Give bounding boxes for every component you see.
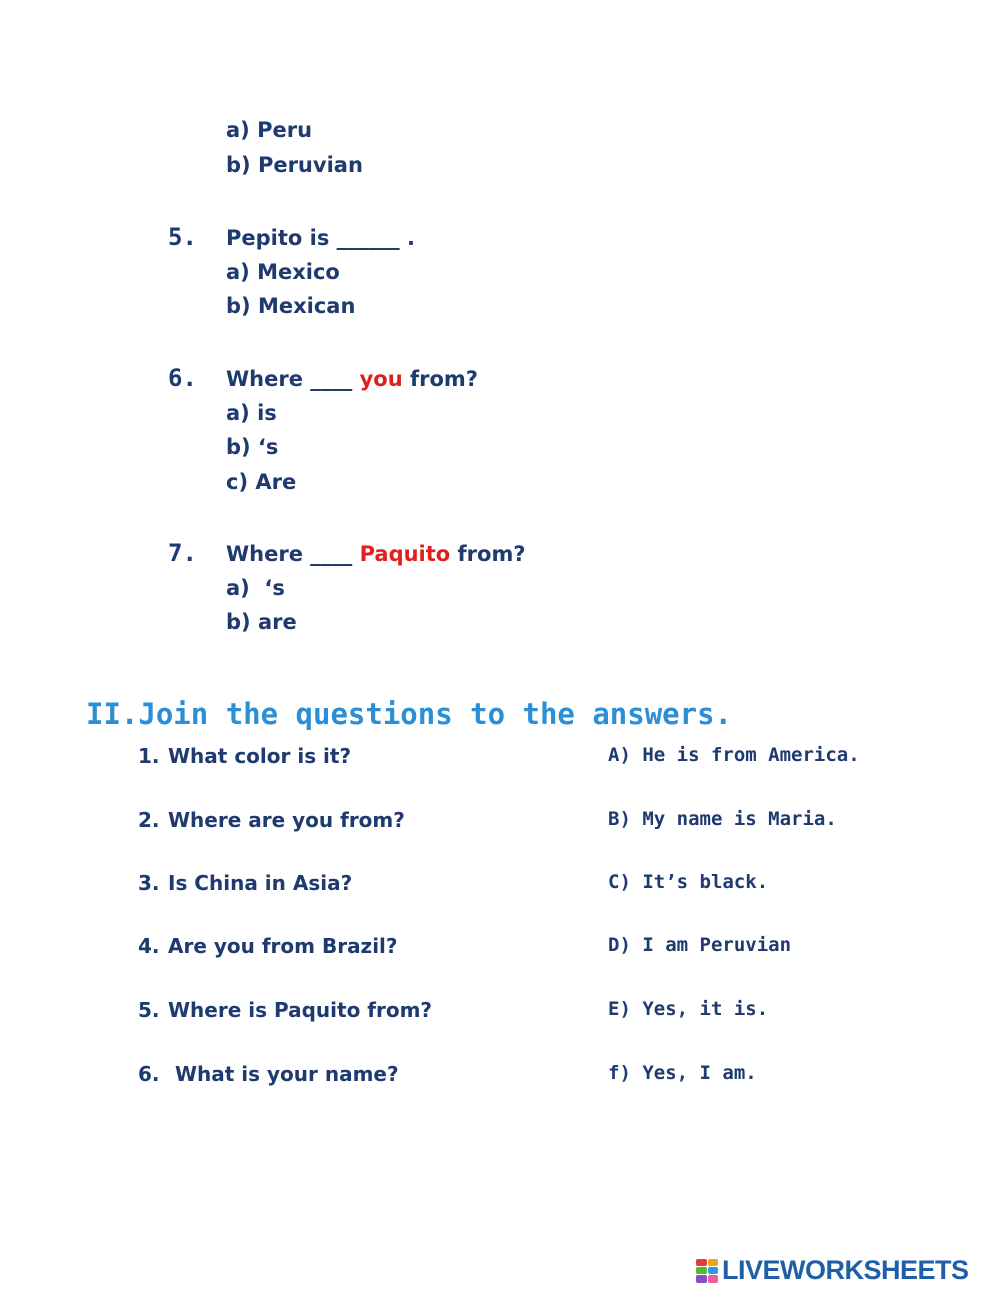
q6-text-pre: Where ____ [226,367,360,391]
match-question-number: 5. [138,998,160,1022]
q5-number: 5. [168,223,197,251]
section-title: Join the questions to the answers. [138,697,733,731]
match-question [138,1062,399,1086]
match-question-text: What color is it? [168,744,352,768]
match-question-text: Where are you from? [168,808,405,832]
match-question-text: What is your name? [168,1062,399,1086]
match-answer: A) He is from America. [608,744,860,766]
q7-option-a: a) ‘s [226,576,285,600]
q6-text-post: from? [402,367,478,391]
logo-grid-icon [696,1259,718,1283]
q7-text-pre: Where ____ [226,542,360,566]
match-question-text: Are you from Brazil? [168,934,398,958]
match-question-number: 2. [138,808,160,832]
match-question-number: 3. [138,871,160,895]
q6-text [226,367,478,391]
match-answer: C) It’s black. [608,871,769,893]
section-heading [86,697,732,731]
section-numeral: II. [86,697,139,731]
q4-option-a: a) Peru [226,118,313,142]
match-answer: D) I am Peruvian [608,934,792,956]
q7-text [226,542,526,566]
match-question-text: Is China in Asia? [168,871,353,895]
match-answer: f) Yes, I am. [608,1062,757,1084]
match-question-number: 4. [138,934,160,958]
match-question-number: 1. [138,744,160,768]
q6-text-highlight: you [359,367,403,391]
liveworksheets-logo [696,1255,969,1286]
q5-option-b: b) Mexican [226,294,356,318]
match-answer: E) Yes, it is. [608,998,769,1020]
q6-option-b: b) ‘s [226,435,279,459]
match-question [138,808,405,832]
q6-number: 6. [168,364,197,392]
match-question [138,744,351,768]
q5-text: Pepito is ______ . [226,226,415,250]
match-answer: B) My name is Maria. [608,808,837,830]
q7-text-highlight: Paquito [359,542,451,566]
q6-option-c: c) Are [226,470,297,494]
match-question [138,934,398,958]
match-question-number: 6. [138,1062,160,1086]
match-question [138,871,352,895]
q6-option-a: a) is [226,401,277,425]
q7-text-post: from? [450,542,526,566]
q4-option-b: b) Peruvian [226,153,363,177]
match-question [138,998,432,1022]
q7-number: 7. [168,539,197,567]
q5-option-a: a) Mexico [226,260,340,284]
match-question-text: Where is Paquito from? [168,998,433,1022]
q7-option-b: b) are [226,610,297,634]
logo-text: LIVEWORKSHEETS [722,1255,969,1285]
